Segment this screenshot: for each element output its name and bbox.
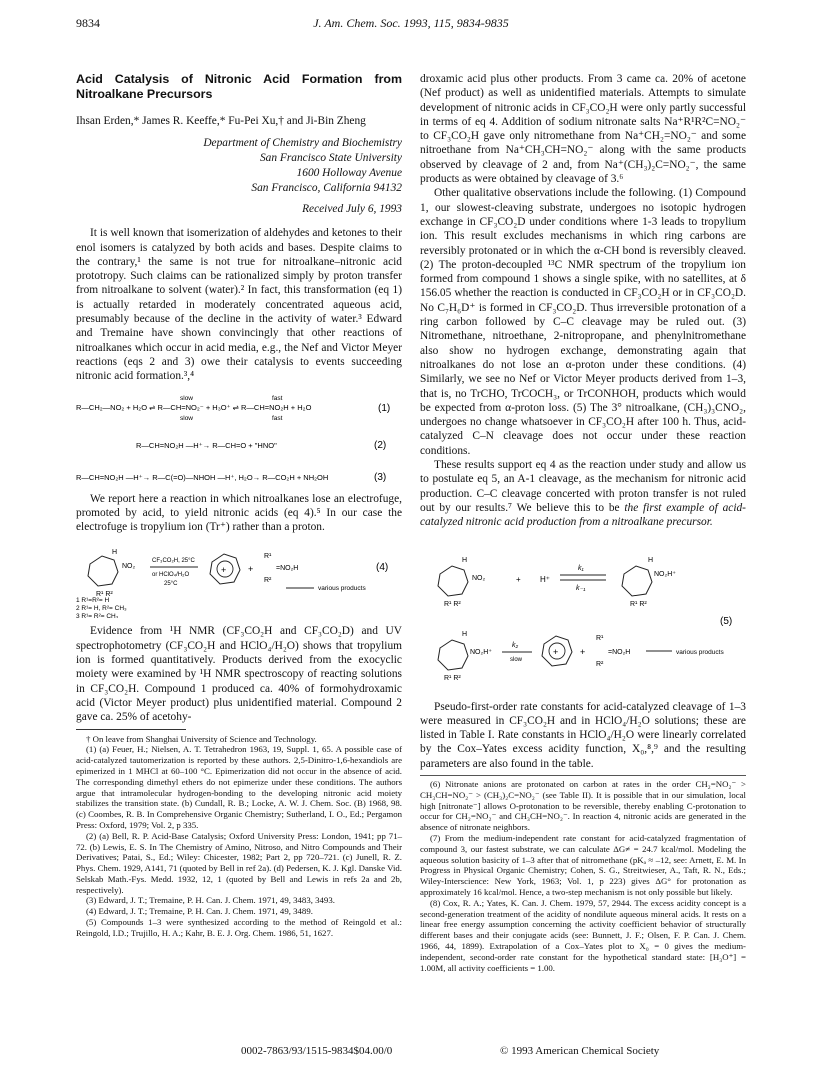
compound-2: 2 R¹= H, R²= CH₃: [76, 605, 127, 613]
eq5-product: =NO₂H: [608, 648, 631, 656]
eq1-number: (1): [378, 402, 391, 414]
equation-5-figure: [420, 544, 746, 694]
body-paragraph: Evidence from ¹H NMR (CF₃CO₂H and CF₃CO₂D) and UV spectrophotometry (CF₃CO₂H and HClO₄/H₂O) shows that tropylium ion is formed quantitatively. Products derived from the exocyclic moiety were examined by ¹H NMR spectroscopy of reacting solutions in CF₃CO₂H. Compound 1 produced ca. 40% of formohydroxamic acid (Victor Meyer product) plus unidentified material. Compound 2 gave ca. 25% of acetohy-: [76, 625, 402, 724]
footnote: (3) Edward, J. T.; Tremaine, P. H. Can. J. Chem. 1971, 49, 3483, 3493.: [86, 895, 335, 906]
footnote: (1) (a) Feuer, H.; Nielsen, A. T. Tetrahedron 1963, 19, Suppl. 1, 65. A possible case of acid-catalyzed tautomerization is reported by these authors. 2,5-Dinitro-1,6-hexandiols are epimerized in 1 MHCl at 60–100 °C. Epimerization did not occur in the absence of acid. The corresponding dimethyl ethers do not epimerize under these conditions. The authors argue that intramolecular hydrogen-bonding to the developing nitronic acid moiety stabilizes the transition state. (b) Cundall, R. B.; Locke, A. W. J. Chem. Soc. (B) 1968, 98. (c) Coombes, R. B. In Comprehensive Organic Chemistry; Sutherland, I. O., Ed.; Pergamon Press: Oxford, 1979; Vol. 2, p 335.: [76, 744, 402, 830]
atom-label-r1: R¹: [596, 634, 604, 642]
k-1-label: k₋₁: [576, 584, 586, 592]
compound-1: 1 R¹=R²= H: [76, 597, 110, 605]
k1-label: k₁: [578, 564, 584, 572]
atom-label-h: H: [462, 630, 468, 638]
plus-operator: +: [580, 646, 586, 657]
atom-label-h: H: [462, 556, 468, 564]
slow-label: slow: [510, 656, 523, 663]
equation-2: R—CH=NO₂H —H⁺→ R—CH=O + "HNO": [136, 440, 277, 450]
atom-label-no2: NO₂: [122, 563, 136, 571]
footnote: † On leave from Shanghai University of Science and Technology.: [86, 733, 317, 744]
atom-label-r2: R²: [596, 660, 604, 668]
atom-label-no2: NO₂: [472, 574, 486, 582]
equations-1-3-figure: [76, 390, 402, 486]
atom-label-h: H: [648, 556, 654, 564]
emphasized-text: the first example of acid-catalyzed nitronic acid production from a nitroalkane precursor.: [420, 501, 746, 529]
cycloheptatriene-ring: [88, 556, 118, 586]
affiliation-line: Department of Chemistry and Biochemistry: [203, 137, 402, 149]
affiliation: [76, 136, 402, 196]
eq4-product: =NO₂H: [276, 565, 299, 573]
right-column: [420, 72, 746, 973]
body-paragraph: droxamic acid plus other products. From 3 came ca. 20% of acetone (Nef product) as well as unidentified materials. Attempts to simulate development of nitronic acids in CF₃CO₂H were only partly successful in terms of eq 4. Addition of sodium nitronate salts Na⁺R¹R²C=NO₂⁻ to CF₃CO₂H gave only nitromethane from Na⁺CH₂=NO₂⁻ and some nitroethane from Na⁺CH₃CH=NO₂⁻ along with the same products observed by cleavage of 2 and, from Na⁺(CH₃)₂C=NO₂⁻, the same products as were obtained by cleavage of 3.⁶: [420, 73, 746, 186]
footnote: (7) From the medium-independent rate constant for acid-catalyzed fragmentation of compound 3, our fastest substrate, we can calculate ΔG≠ = 24.7 kcal/mol. Modeling the aqueous solution basicity of 1–3 after that of nitromethane (pKₐ ≈ –12, see: Arnett, E. M. In Progress in Physical Organic Chemistry; Cohen, S. G., Streitwieser, A., Taft, R. N., Eds.; Wiley-Interscience: New York, 1963; Vol. 1, p 223) gives ΔG° for protonation as approximately 16 kcal/mol. Hence, a two-step mechanism is not only possible but likely.: [420, 832, 746, 897]
body-text: These results support eq 4 as the reaction under study and allow us to postulate eq 5, an A-1 cleavage, as the mechanism for nitronic acid production. C–C cleavage concerted with proton transfer is not ruled out by our results.⁷ We believe this to be: [420, 459, 746, 514]
body-paragraph: Other qualitative observations include the following. (1) Compound 1, our slowest-cleaving substrate, undergoes no isotopic hydrogen exchange in CF₃CO₂D under conditions where 1-3 leads to tropylium ion. This result excludes mechanisms in which ring carbons are reversibly protonated or in which the α-CH bond is reversibly cleaved. (2) The proton-decoupled ¹³C NMR spectrum of the tropylium ion formed from compound 1 shows a single spike, with no satellites, at δ 156.05 whether the reaction is conducted in CF₃CO₂H or in CF₃CO₂D. No C₇H₆D⁺ is formed in CF₃CO₂D. Thus irreversible protonation of a ring carbon followed by C–C cleavage may be ruled out. (3) Nitromethane, nitroethane, 2-nitropropane, and phenylnitromethane also show no hydrogen exchange, demonstrating again that nitroalkanes do not lose an α-proton under these conditions. (4) Similarly, we see no Nef or Victor Meyer products derived from 1–3, that is, no TrCHO, TrCOCH₃, or TrCONHOH, products which would be expected from α-proton loss. (5) The 3° nitroalkane, (CH₃)₃CNO₂, undergoes no change whatsoever in CF₃CO₂H after 100 h. Thus, acid-catalyzed C–N cleavage does not occur under these reaction conditions.: [420, 187, 746, 457]
plus-sign: +: [553, 646, 559, 657]
received-date: Received July 6, 1993: [302, 203, 402, 215]
affiliation-line: San Francisco State University: [259, 152, 402, 164]
atom-label-r: R¹ R²: [444, 674, 461, 682]
various-products-label: various products: [318, 585, 366, 593]
equation-1: R—CH₂—NO₂ + H₂O ⇌ R—CH=NO₂⁻ + H₃O⁺ ⇌ R—CH=NO₂H + H₂O: [76, 402, 312, 412]
affiliation-line: 1600 Holloway Avenue: [296, 167, 402, 179]
page-header: [76, 16, 746, 34]
atom-label-r1: R¹: [264, 553, 272, 561]
footnotes-right: [420, 779, 746, 973]
eq3-number: (3): [374, 471, 387, 483]
ring-intermediate: [622, 566, 652, 596]
article-title: Acid Catalysis of Nitronic Acid Formation from Nitroalkane Precursors: [76, 72, 402, 101]
equation-3: R—CH=NO₂H —H⁺→ R—C(=O)—NHOH —H⁺, H₂O→ R—CO₂H + NH₂OH: [76, 472, 329, 482]
footnotes-left: [76, 734, 402, 939]
plus-operator: +: [516, 574, 521, 584]
ring-reactant: [438, 566, 468, 596]
atom-label-r: R¹ R²: [444, 600, 461, 608]
various-products-label: various products: [676, 648, 724, 656]
atom-label-r: R¹ R²: [630, 600, 647, 608]
equations-1-3: [76, 390, 402, 486]
footnote: (2) (a) Bell, R. P. Acid-Base Catalysis; Oxford University Press: London, 1941; pp 71–72. (b) Lewis, E. S. In The Chemistry of Amino, Nitroso, and Nitro Compounds and Their Derivatives; Patai, S., Ed.; Wiley: Chicester, 1982; Part 2, pp 720–721. (c) Junell, R. Z. Phys. Chem. 1929, A141, 71 (quoted by Bell in ref 2a). (d) Pedersen, K. J. Kgl. Danske Vid. Selskab Math.-Fys. Medd. 1932, 12, 1 (quoted by Bell and Lewis in refs 2a and 2b, respectively).: [76, 830, 402, 895]
eq1-slow-label: slow: [180, 394, 194, 402]
equation-4-figure: [76, 540, 402, 618]
left-column: [76, 72, 402, 939]
eq1-fast-label: fast: [272, 394, 283, 402]
journal-citation: J. Am. Chem. Soc. 1993, 115, 9834-9835: [313, 16, 509, 30]
body-paragraph: We report here a reaction in which nitroalkanes lose an electrofuge, promoted by acid, to yield nitronic acids (eq 4).⁵ In our case the electrofuge is tropylium ion (Tr⁺) rather than a proton.: [76, 492, 402, 534]
k2-label: k₂: [512, 641, 519, 649]
eq1-fast-label-2: fast: [272, 414, 283, 422]
equation-4: [76, 540, 402, 618]
eq4-condition-2: or HClO₄/H₂O: [152, 572, 190, 579]
eq2-number: (2): [374, 439, 387, 451]
equation-5: [420, 544, 746, 694]
affiliation-line: San Francisco, California 94132: [251, 182, 402, 194]
atom-label-no2h: NO₂H⁺: [654, 570, 676, 578]
ring-intermediate-2: [438, 640, 468, 670]
body-paragraph: [420, 458, 746, 529]
tropylium-ring: [210, 554, 240, 584]
article-code: 0002-7863/93/1515-9834$04.00/0: [241, 1045, 393, 1057]
atom-label-r2: R²: [264, 577, 272, 585]
body-paragraph: It is well known that isomerization of aldehydes and ketones to their enol isomers is catalyzed by both acids and bases. Despite claims to the contrary,¹ the same is not true for nitroalkane–nitronic acid prototropy. Such claims can be rationalized simply by proton transfer from nitroalkane to solvent (water).² In fact, this transformation (eq 1) is actually retarded in moderately concentrated aqueous acid, presumably because of the decline in the activity of water.³ Edward and Tremaine have shown convincingly that other reactions of nitroalkanes which occur in acid media, e.g., the Nef and Victor Meyer reactions (eqs 2 and 3) owe their catalysis to events succeeding nitronic acid formation.³,⁴: [76, 227, 402, 383]
eq4-number: (4): [376, 562, 389, 574]
author-list: Ihsan Erden,* James R. Keeffe,* Fu-Pei Xu,† and Ji-Bin Zheng: [76, 115, 366, 127]
plus-sign: +: [221, 565, 227, 576]
eq4-condition-3: 25°C: [164, 581, 178, 588]
plus-operator: +: [248, 564, 254, 575]
footnote: (6) Nitronate anions are protonated on carbon at rates in the order CH₂=NO₂⁻ > CH₃CH=NO₂⁻ > (CH₃)₂C=NO₂⁻ (see Table II). It is possible that in our simulation, local high [nitronate⁻] allows O-protonation to be reversible, thereby enabling C-protonation to occur for CH₂=NO₂⁻ and CH₃CH=NO₂⁻. In reaction 4, nitronic acids are generated in the absence of nitronate neighbors.: [420, 778, 746, 833]
footnote: (8) Cox, R. A.; Yates, K. Can. J. Chem. 1979, 57, 2944. The excess acidity concept is a second-generation treatment of the acidity of nondilute aqueous mineral acids. It rests on a linear free energy assumption concerning the activity coefficient behavior of structurally different bases and their conjugate acids (see: Bunnett, J. F.; Olsen, F. P. Can. J. Chem. 1966, 44, 1899). Extrapolation of a Cox–Yates plot to X₀ = 0 gives the medium-independent, second-order rate constant for the hypothetical standard state: [H₃O⁺] = 1.00M, all activity coefficients = 1.00.: [420, 897, 746, 973]
compound-3: 3 R¹= R²= CH₃: [76, 613, 119, 619]
page-number: 9834: [76, 16, 100, 30]
atom-label-r: R¹ R²: [96, 591, 113, 599]
proton-label: H⁺: [540, 574, 550, 584]
footnote-separator: [76, 729, 186, 730]
footnote: (4) Edward, J. T.; Tremaine, P. H. Can. J. Chem. 1971, 49, 3489.: [86, 906, 313, 917]
footnote-separator: [420, 775, 746, 776]
eq5-number: (5): [720, 615, 733, 627]
eq1-slow-label-2: slow: [180, 414, 194, 422]
atom-label-h: H: [112, 549, 118, 557]
body-paragraph: Pseudo-first-order rate constants for acid-catalyzed cleavage of 1–3 were measured in CF₃CO₂H and in HClO₄/H₂O solutions; these are listed in Table I. Rate constants in HClO₄/H₂O were linearly correlated by the Cox–Yates excess acidity function, X₀,⁸,⁹ and the resulting parameters are also found in the table.: [420, 700, 746, 770]
atom-label-no2h: NO₂H⁺: [470, 648, 492, 656]
eq4-condition-1: CF₃CO₂H, 25°C: [152, 558, 195, 565]
footnote: (5) Compounds 1–3 were synthesized according to the method of Reingold et al.: Reingold, I.D.; Trujillo, H. A.; Kahr, B. E. J. Org. Chem. 1986, 51, 1627.: [76, 917, 402, 938]
copyright: © 1993 American Chemical Society: [500, 1045, 660, 1057]
